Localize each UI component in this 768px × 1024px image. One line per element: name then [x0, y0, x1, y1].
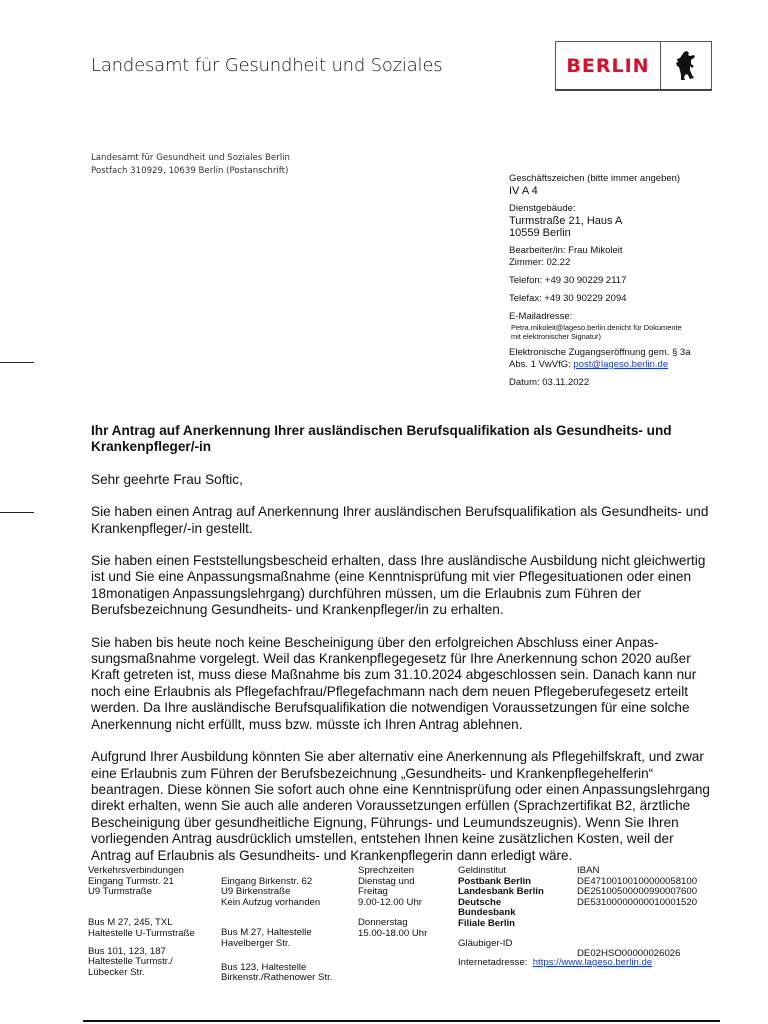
entrance-2-stop-2: Birkenstr./Rathenower Str.	[221, 972, 333, 984]
creditor-id: DE02HSO00000026026	[577, 948, 681, 960]
organization-title: Landesamt für Gesundheit und Soziales	[91, 55, 443, 76]
electronic-access-email-link[interactable]: post@lageso.berlin.de	[573, 359, 669, 370]
hours-time-2: 15.00-18.00 Uhr	[358, 927, 428, 939]
bank-2-iban: DE25100500000990007600	[577, 886, 698, 898]
entrance-2: Eingang Birkenstr. 62	[221, 875, 313, 887]
sender-address	[91, 152, 290, 178]
footer-transport-col-1	[88, 866, 223, 978]
entrance-1-bus-1: Bus M 27, 245, TXL	[88, 917, 173, 929]
reference-value: IV A 4	[509, 185, 538, 197]
paragraph-1: Sie haben einen Antrag auf Anerkennung Ihrer ausländischen Berufsqualifikation als Gesundheits- und Krankenpfleger/-in gestellt.	[91, 504, 709, 536]
handler: Bearbeiter/in: Frau Mikoleit	[509, 245, 623, 256]
email-label: E-Mailadresse:	[509, 311, 573, 322]
hours-time-1: 9.00-12.00 Uhr	[358, 896, 422, 908]
entrance-2-ubahn: U9 Birkenstraße	[221, 886, 291, 898]
hours-label: Sprechzeiten	[358, 865, 414, 876]
paragraph-3: Sie haben bis heute noch keine Bescheinigung über den erfolgreichen Abschluss einer Anpassungsmaßnahme vorgelegt. Weil das Krankenpflegegesetz für Ihre Anerkennung schon 2020 außer Kraft getreten ist, muss diese Maßnahme bis zum 31.10.2024 abgeschlossen sein. Danach kann nur noch eine Erlaubnis als Pflegefachfrau/Pflegefachmann nach dem neuen Pflegeberufegesetz erteilt werden. Da Ihre ausländische Berufsqualifikation die notwendigen Voraussetzungen für eine solche Anerkennung nicht erfüllt, muss bzw. müsste ich Ihren Antrag ablehnen.	[91, 634, 697, 732]
letter-date: Datum: 03.11.2022	[509, 377, 590, 388]
hours-days-1a: Dienstag und	[358, 875, 415, 887]
entrance-2-stop-1: Havelberger Str.	[221, 937, 291, 949]
website-link[interactable]: https://www.lageso.berlin.de	[532, 957, 653, 969]
sender-line-1: Landesamt für Gesundheit und Soziales Berlin	[91, 153, 290, 163]
entrance-2-bus-2: Bus 123, Haltestelle	[221, 961, 307, 973]
phone: Telefon: +49 30 90229 2117	[509, 275, 627, 286]
fold-mark-top	[0, 362, 34, 363]
footer-transport-col-2	[221, 866, 356, 984]
footer-hours-col	[358, 866, 453, 940]
hours-days-1b: Freitag	[358, 886, 388, 898]
website-label: Internetadresse:	[458, 957, 528, 969]
entrance-1-ubahn: U9 Turmstraße	[88, 886, 152, 898]
bottom-rule	[83, 1020, 720, 1022]
reference-info-block	[509, 173, 724, 395]
entrance-1-bus-2: Bus 101, 123, 187	[88, 945, 166, 957]
bank-1-name: Postbank Berlin	[458, 875, 532, 887]
paragraph-2: Sie haben einen Feststellungsbescheid erhalten, dass Ihre ausländische Ausbildung nicht gleichwertig ist und Sie eine Anpassungsmaßnahme (eine Kenntnisprüfung mit vier Pflegesituationen oder einen 18monatigen Anpassungslehrgang) durchführen müssen, um die Erlaubnis zum Führen der Berufsbezeichnung Gesundheits- und Krankenpfleger/in zu erhalten.	[91, 553, 706, 618]
entrance-1-stop-2b: Lübecker Str.	[88, 966, 145, 978]
building-city: 10559 Berlin	[509, 227, 571, 239]
entrance-1-stop-2a: Haltestelle Turmstr./	[88, 956, 173, 968]
transport-label: Verkehrsverbindungen	[88, 865, 185, 876]
paragraph-4: Aufgrund Ihrer Ausbildung könnten Sie aber alternativ eine Anerkennung als Pflegehilfskraft, und zwar eine Erlaubnis zum Führen der Berufsbezeichnung „Gesundheits- und Krankenpflegehelferin“ beantragen. Diese können Sie sofort auch ohne eine Kenntnisprüfung oder einen Anpassungslehrgang direkt erhalten, wenn Sie auch alle anderen Voraussetzungen erfüllen (Sprachzertifikat B2, ärztliche Bescheinigung über gesundheitliche Eignung, Führungs- und Leumundszeugnis). Wenn Sie Ihren vorliegenden Antrag ausdrücklich umstellen, entstehen Ihnen keine zusätzlichen Kosten, weil der Antrag auf Erlaubnis als Gesundheits- und Krankenpflegerin dann erledigt wäre.	[91, 749, 710, 863]
room: Zimmer: 02.22	[509, 257, 571, 268]
letter-body	[91, 423, 716, 880]
bank-3-name-line-1: Deutsche	[458, 896, 502, 908]
hours-days-2: Donnerstag	[358, 917, 408, 929]
iban-label: IBAN	[577, 865, 600, 876]
entrance-1: Eingang Turmstr. 21	[88, 875, 174, 887]
bank-3-name-line-2: Bundesbank	[458, 907, 516, 919]
letter-subject: Ihr Antrag auf Anerkennung Ihrer ausländischen Berufsqualifikation als Gesundheits- und Krankenpfleger/-in	[91, 423, 672, 455]
building-street: Turmstraße 21, Haus A	[509, 215, 623, 227]
fold-mark-middle	[0, 512, 34, 513]
electronic-access-line-2	[509, 359, 724, 371]
entrance-2-bus-1: Bus M 27, Haltestelle	[221, 927, 312, 939]
reference-label: Geschäftszeichen (bitte immer angeben)	[509, 173, 681, 184]
bank-3-name-line-3: Filiale Berlin	[458, 917, 516, 929]
electronic-access-prefix: Abs. 1 VwVfG:	[509, 359, 574, 370]
bank-3-iban: DE53100000000010001520	[577, 896, 698, 908]
electronic-access-line-1: Elektronische Zugangseröffnung gem. § 3a	[509, 347, 691, 358]
creditor-label: Gläubiger-ID	[458, 937, 513, 949]
entrance-1-stop-1: Haltestelle U-Turmstraße	[88, 927, 195, 939]
sender-line-2: Postfach 310929, 10639 Berlin (Postanschrift)	[91, 166, 289, 176]
entrance-2-note: Kein Aufzug vorhanden	[221, 896, 321, 908]
berlin-logo-word: BERLIN	[556, 42, 661, 89]
berlin-logo	[555, 41, 712, 91]
email-line-2: mit elektronischer Signatur)	[511, 332, 601, 341]
bank-1-iban: DE47100100100000058100	[577, 875, 698, 887]
berlin-bear-icon	[661, 42, 711, 89]
salutation: Sehr geehrte Frau Softic,	[91, 471, 243, 487]
fax: Telefax: +49 30 90229 2094	[509, 293, 627, 304]
building-label: Dienstgebäude:	[509, 203, 576, 214]
email-line-1: Petra.mikoleit@lageso.berlin.denicht für Dokumente	[511, 323, 682, 332]
footer-iban-col	[577, 866, 727, 960]
bank-label: Geldinstitut	[458, 865, 506, 876]
bank-2-name: Landesbank Berlin	[458, 886, 544, 898]
